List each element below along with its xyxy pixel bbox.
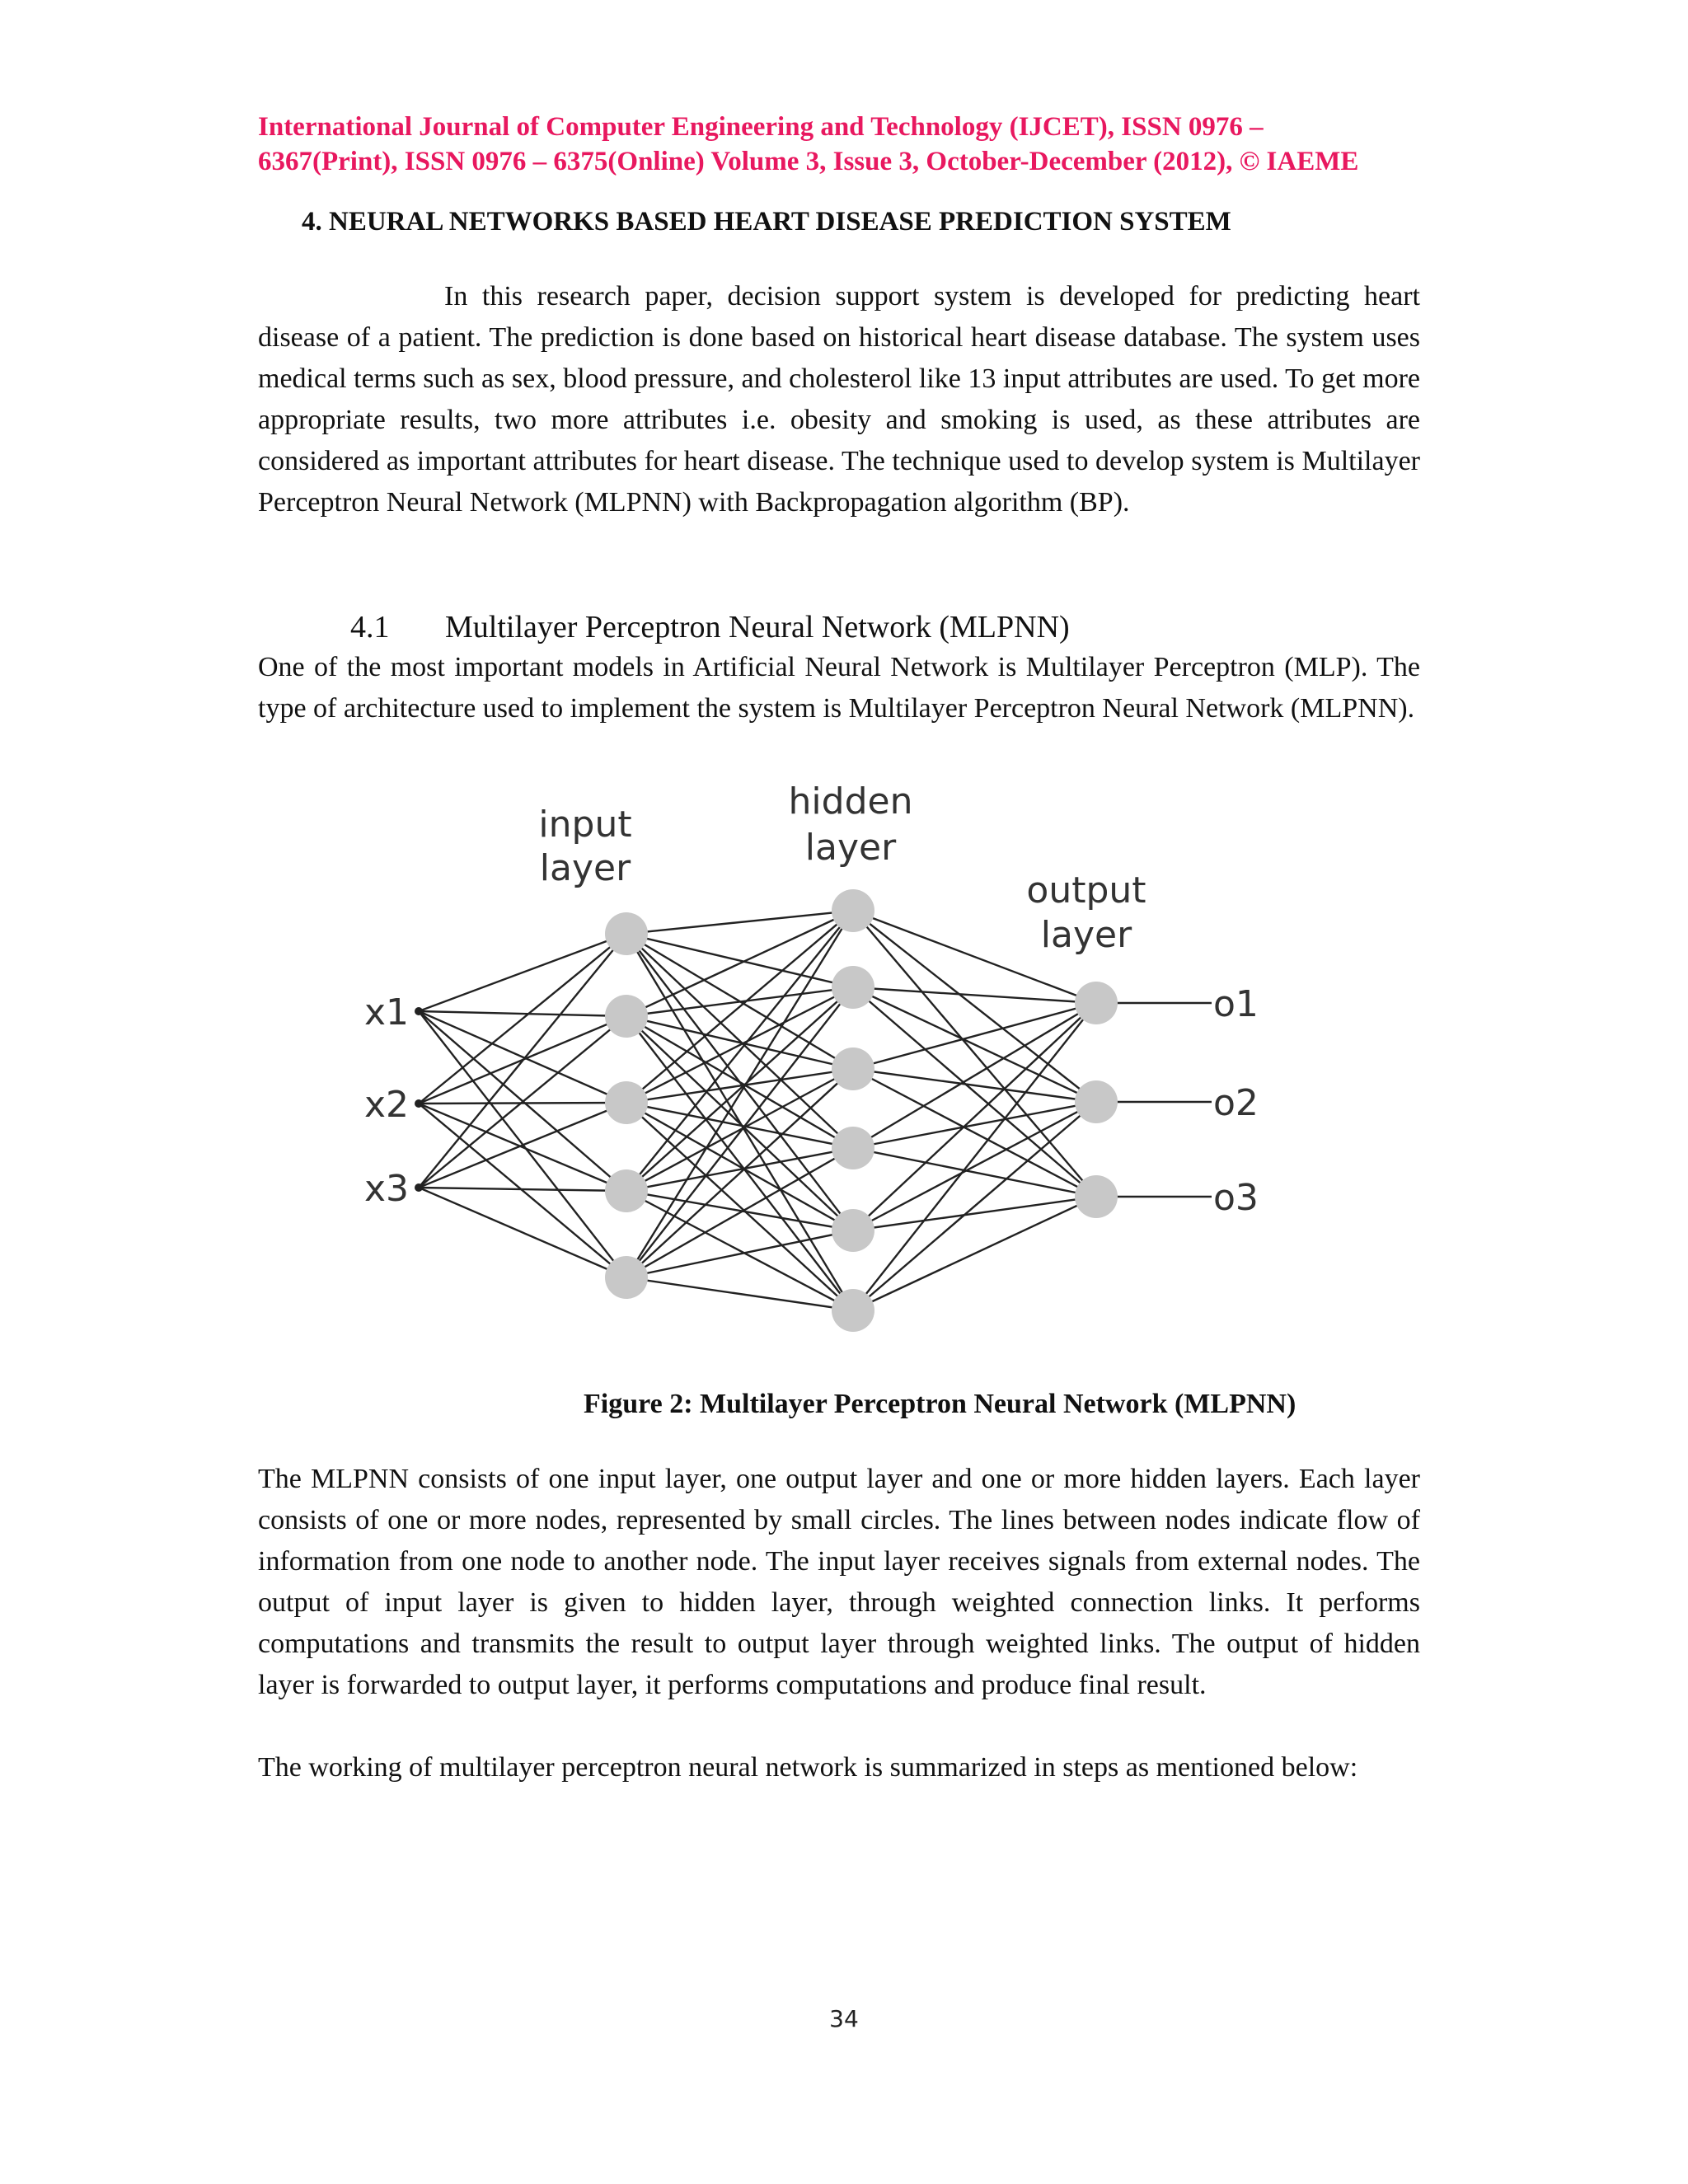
subsection-heading bbox=[350, 607, 1070, 647]
input-layer-label-line-2: layer bbox=[539, 847, 631, 889]
edge-x3-input-5 bbox=[419, 1188, 626, 1277]
edge-x1-input-3 bbox=[419, 1011, 626, 1103]
output-layer-label-line-2: layer bbox=[1040, 914, 1132, 956]
body-paragraph-2: The working of multilayer perceptron neural network is summarized in steps as mentioned below: bbox=[258, 1752, 1358, 1783]
input-label-x3: x3 bbox=[363, 1168, 409, 1210]
input-node-3 bbox=[605, 1081, 648, 1124]
input-node-2 bbox=[605, 995, 648, 1038]
figure-caption: Figure 2: Multilayer Perceptron Neural Network (MLPNN) bbox=[584, 1389, 1296, 1419]
output-layer-label-line-1: output bbox=[1026, 869, 1146, 912]
input-layer-label-line-1: input bbox=[538, 804, 632, 846]
edge-input-1-hidden-1 bbox=[626, 911, 853, 934]
input-terminal-dot-2 bbox=[415, 1099, 423, 1108]
input-terminal-dot-1 bbox=[415, 1007, 423, 1015]
hidden-node-4 bbox=[832, 1127, 874, 1169]
page-number: 34 bbox=[829, 2005, 859, 2032]
output-label-o2: o2 bbox=[1213, 1082, 1259, 1124]
edge-hidden-6-output-1 bbox=[853, 1003, 1096, 1310]
input-label-x2: x2 bbox=[363, 1084, 409, 1126]
edge-x2-input-1 bbox=[419, 934, 626, 1104]
edge-input-2-hidden-4 bbox=[626, 1016, 853, 1148]
edge-input-4-hidden-2 bbox=[626, 987, 853, 1191]
section-intro-paragraph: In this research paper, decision support system is developed for predicting heart disease of a patient. The prediction is done based on historical heart disease database. The system uses medical terms such as sex, blood pressure, and cholesterol like 13 input attributes are used. To get more appropriate results, two more attributes i.e. obesity and smoking is used, as these attributes are considered as important attributes for heart disease. The technique used to develop system is Multilayer Perceptron Neural Network (MLPNN) with Backpropagation algorithm (BP). bbox=[258, 281, 1420, 518]
output-node-2 bbox=[1075, 1080, 1118, 1123]
input-label-x1: x1 bbox=[363, 991, 409, 1033]
input-node-4 bbox=[605, 1169, 648, 1212]
hidden-layer-label-line-1: hidden bbox=[788, 780, 913, 823]
hidden-layer-label-line-2: layer bbox=[804, 827, 897, 869]
subsection-number: 4.1 bbox=[350, 610, 390, 644]
diagram-labels bbox=[364, 780, 1259, 1219]
edge-hidden-4-output-1 bbox=[853, 1003, 1096, 1148]
edge-input-4-hidden-1 bbox=[626, 911, 853, 1191]
input-node-1 bbox=[605, 912, 648, 955]
section-title: 4. NEURAL NETWORKS BASED HEART DISEASE PREDICTION SYSTEM bbox=[302, 207, 1231, 237]
output-node-3 bbox=[1075, 1175, 1118, 1218]
input-terminal-dot-3 bbox=[415, 1183, 423, 1192]
subsection-paragraph: One of the most important models in Artificial Neural Network is Multilayer Perceptron (MLP). The type of architecture used to implement the system is Multilayer Perceptron Neural Network (MLPNN). bbox=[258, 652, 1420, 724]
edge-input-3-hidden-4 bbox=[626, 1103, 853, 1148]
hidden-node-3 bbox=[832, 1047, 874, 1090]
hidden-node-2 bbox=[832, 966, 874, 1009]
subsection-title: Multilayer Perceptron Neural Network (MLPNN) bbox=[445, 610, 1070, 644]
edge-hidden-4-output-2 bbox=[853, 1102, 1096, 1148]
hidden-node-1 bbox=[832, 889, 874, 932]
edge-x2-input-4 bbox=[419, 1104, 626, 1191]
hidden-node-6 bbox=[832, 1289, 874, 1332]
journal-header bbox=[258, 110, 1420, 179]
edge-x1-input-2 bbox=[419, 1011, 626, 1016]
input-node-5 bbox=[605, 1256, 648, 1299]
edge-x3-input-3 bbox=[419, 1103, 626, 1188]
edge-input-4-hidden-6 bbox=[626, 1191, 853, 1310]
edge-hidden-5-output-1 bbox=[853, 1003, 1096, 1230]
mlpnn-figure bbox=[321, 771, 1302, 1347]
hidden-node-5 bbox=[832, 1209, 874, 1252]
mlpnn-diagram bbox=[321, 771, 1302, 1347]
output-node-1 bbox=[1075, 982, 1118, 1024]
journal-header-line-1: International Journal of Computer Engineering and Technology (IJCET), ISSN 0976 – bbox=[258, 112, 1264, 142]
edge-input-5-hidden-2 bbox=[626, 987, 853, 1277]
body-paragraph-1: The MLPNN consists of one input layer, one output layer and one or more hidden layers. Each layer consists of one or more nodes, represented by small circles. The lines between nodes indicate flow of information from one node to another node. The input layer receives signals from external nodes. The output of input layer is given to hidden layer, through weighted connection links. It performs computations and transmits the result to output layer through weighted links. The output of hidden layer is forwarded to output layer, it performs computations and produce final result. bbox=[258, 1464, 1420, 1700]
edge-input-5-hidden-6 bbox=[626, 1277, 853, 1310]
journal-header-line-2: 6367(Print), ISSN 0976 – 6375(Online) Volume 3, Issue 3, October-December (2012), © IAEME bbox=[258, 147, 1359, 176]
output-label-o3: o3 bbox=[1213, 1177, 1259, 1219]
output-label-o1: o1 bbox=[1213, 983, 1259, 1025]
